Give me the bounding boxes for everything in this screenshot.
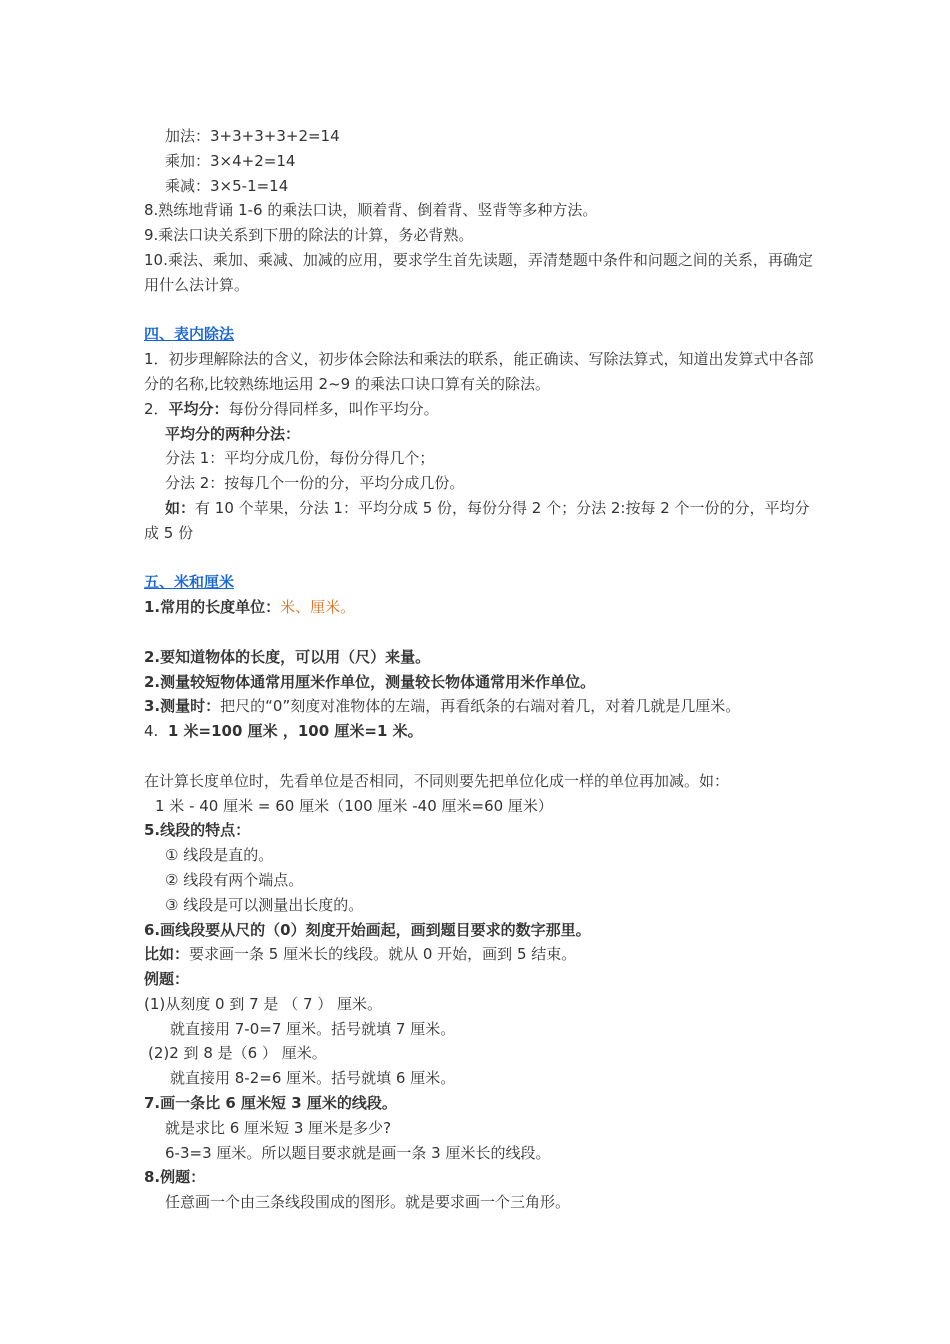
length-units-value: 米、厘米。 (280, 598, 356, 617)
spacer (144, 546, 814, 571)
item-8-title: 8.例题： (144, 1168, 206, 1187)
measure-term: 3.测量时： (144, 697, 221, 716)
item-9-line: 9.乘法口诀关系到下册的除法的计算，务必背熟。 (144, 226, 474, 245)
example-2-line: (2)2 到 8 是（6 ） 厘米。 (148, 1044, 327, 1063)
item-6-example-line (144, 942, 814, 967)
feature-3-line: ③ 线段是可以测量出长度的。 (165, 895, 364, 914)
method-1-line: 分法 1：平均分成几份，每份分得几个； (165, 449, 435, 468)
feature-1-line: ① 线段是直的。 (165, 846, 274, 865)
calc-note-line: 在计算长度单位时，先看单位是否相同，不同则要先把单位化成一样的单位再加减。如： (144, 771, 730, 790)
calc-example-line: 1 米 - 40 厘米 = 60 厘米（100 厘米 -40 厘米=60 厘米） (155, 796, 553, 815)
item-4-line (144, 719, 814, 744)
two-methods-title: 平均分的两种分法： (165, 424, 301, 443)
method-2-line: 分法 2：按每几个一份的分，平均分成几份。 (165, 474, 465, 493)
item-10-paragraph: 10.乘法、乘加、乘减、加减的应用，要求学生首先读题，弄清楚题中条件和问题之间的关系，再确定用什么法计算。 (144, 250, 813, 294)
document-content (144, 124, 814, 1215)
example-2-answer: 就直接用 8-2=6 厘米。括号就填 6 厘米。 (170, 1069, 456, 1088)
length-units-label: 1.常用的长度单位： (144, 598, 281, 617)
spacer (144, 298, 814, 323)
item-7-answer: 6-3=3 厘米。所以题目要求就是画一条 3 厘米长的线段。 (165, 1143, 551, 1162)
item-3-line (144, 694, 814, 719)
item-2a-line: 2.要知道物体的长度，可以用（尺）来量。 (144, 647, 431, 666)
division-item-2 (144, 397, 814, 422)
item-8-text: 任意画一个由三条线段围成的图形。就是要求画一个三角形。 (165, 1193, 571, 1212)
segment-features-title: 5.线段的特点： (144, 821, 251, 840)
length-units-line (144, 595, 814, 620)
mul-sub-line: 乘减：3×5-1=14 (165, 176, 289, 195)
term-average: 平均分： (168, 399, 229, 418)
section-4-heading: 四、表内除法 (144, 325, 235, 344)
example-term: 比如： (144, 945, 190, 964)
division-example (144, 496, 814, 546)
item-6-line: 6.画线段要从尺的（0）刻度开始画起，画到题目要求的数字那里。 (144, 920, 591, 939)
item-4-prefix: 4. (144, 722, 168, 741)
spacer (144, 744, 814, 769)
division-item-1: 1．初步理解除法的含义，初步体会除法和乘法的联系，能正确读、写除法算式，知道出发算式中各部分的名称,比较熟练地运用 2~9 的乘法口诀口算有关的除法。 (144, 350, 814, 393)
term-definition: 每份分得同样多，叫作平均分。 (228, 399, 439, 418)
example-text: 有 10 个苹果，分法 1：平均分成 5 份，每份分得 2 个；分法 2:按每 2 个一份的分，平均分成 5 份 (144, 498, 810, 542)
mul-add-line: 乘加：3×4+2=14 (165, 151, 296, 170)
item-7-question: 就是求比 6 厘米短 3 厘米是多少? (165, 1118, 392, 1137)
item-7-line: 7.画一条比 6 厘米短 3 厘米的线段。 (144, 1094, 397, 1113)
spacer (144, 620, 814, 645)
add-method-line: 加法：3+3+3+3+2=14 (165, 127, 340, 145)
examples-title: 例题： (144, 970, 190, 989)
item-8-line: 8.熟练地背诵 1-6 的乘法口诀，顺着背、倒着背、竖背等多种方法。 (144, 201, 598, 220)
item-prefix: 2． (144, 399, 169, 418)
example-text: 要求画一条 5 厘米长的线段。就从 0 开始，画到 5 结束。 (189, 945, 577, 964)
measure-text: 把尺的“0”刻度对准物体的左端，再看纸条的右端对着几，对着几就是几厘米。 (220, 697, 741, 716)
feature-2-line: ② 线段有两个端点。 (165, 870, 304, 889)
example-1-line: (1)从刻度 0 到 7 是 （ 7 ） 厘米。 (144, 994, 383, 1013)
section-5-heading: 五、米和厘米 (144, 573, 235, 592)
unit-conversion: 1 米=100 厘米 ，100 厘米=1 米。 (167, 722, 423, 741)
item-2b-line: 2.测量较短物体通常用厘米作单位，测量较长物体通常用米作单位。 (144, 672, 596, 691)
example-term: 如： (165, 498, 196, 517)
example-1-answer: 就直接用 7-0=7 厘米。括号就填 7 厘米。 (170, 1019, 456, 1038)
